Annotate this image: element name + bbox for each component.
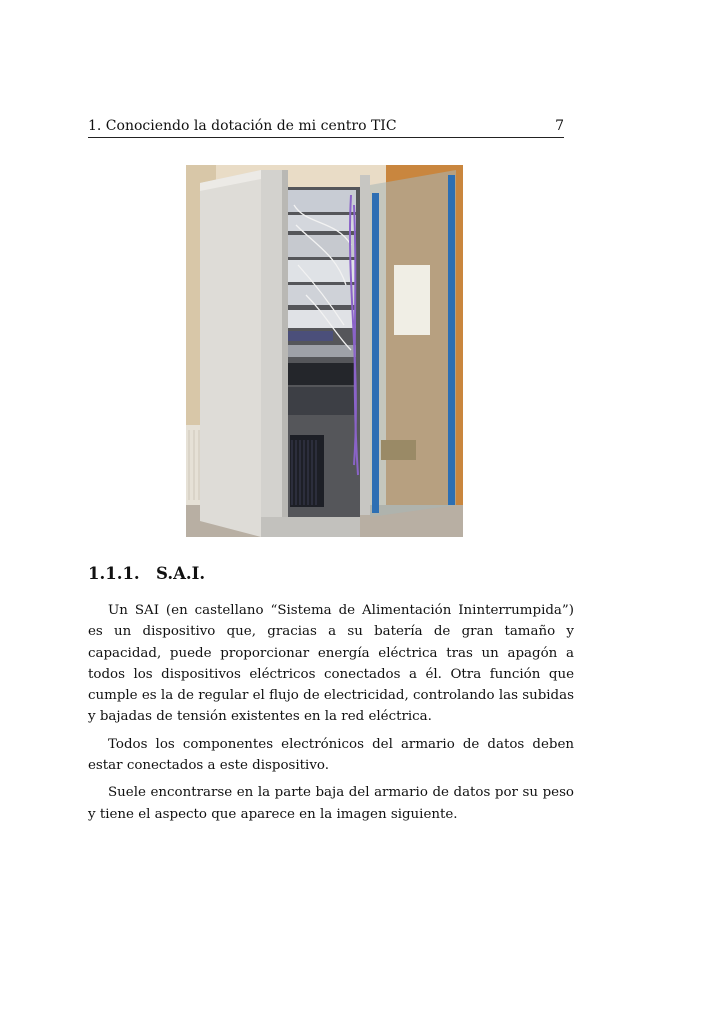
section-title: S.A.I. bbox=[156, 564, 206, 583]
paragraph: Un SAI (en castellano “Sistema de Alimentación Ininterrumpida”) es un dispositivo que, gracias a su batería de gran tamaño y capacidad, puede proporcionar energía eléctrica tras un apagón a todos los dispositivos eléctricos conectados a él. Otra función que cumple es la de regular el flujo de electricidad, controlando las subidas y bajadas de tensión existentes en la red eléctrica. bbox=[88, 603, 574, 725]
body-text bbox=[88, 600, 574, 831]
chapter-title: 1. Conociendo la dotación de mi centro TIC bbox=[88, 118, 397, 134]
page-number: 7 bbox=[555, 118, 564, 134]
page-header bbox=[88, 117, 564, 138]
section-number: 1.1.1. bbox=[88, 564, 140, 583]
paragraph: Suele encontrarse en la parte baja del armario de datos por su peso y tiene el aspecto que aparece en la imagen siguiente. bbox=[88, 785, 574, 822]
server-rack-photo bbox=[186, 165, 463, 537]
section-heading bbox=[88, 564, 205, 583]
paragraph: Todos los componentes electrónicos del armario de datos deben estar conectados a este dispositivo. bbox=[88, 736, 574, 774]
